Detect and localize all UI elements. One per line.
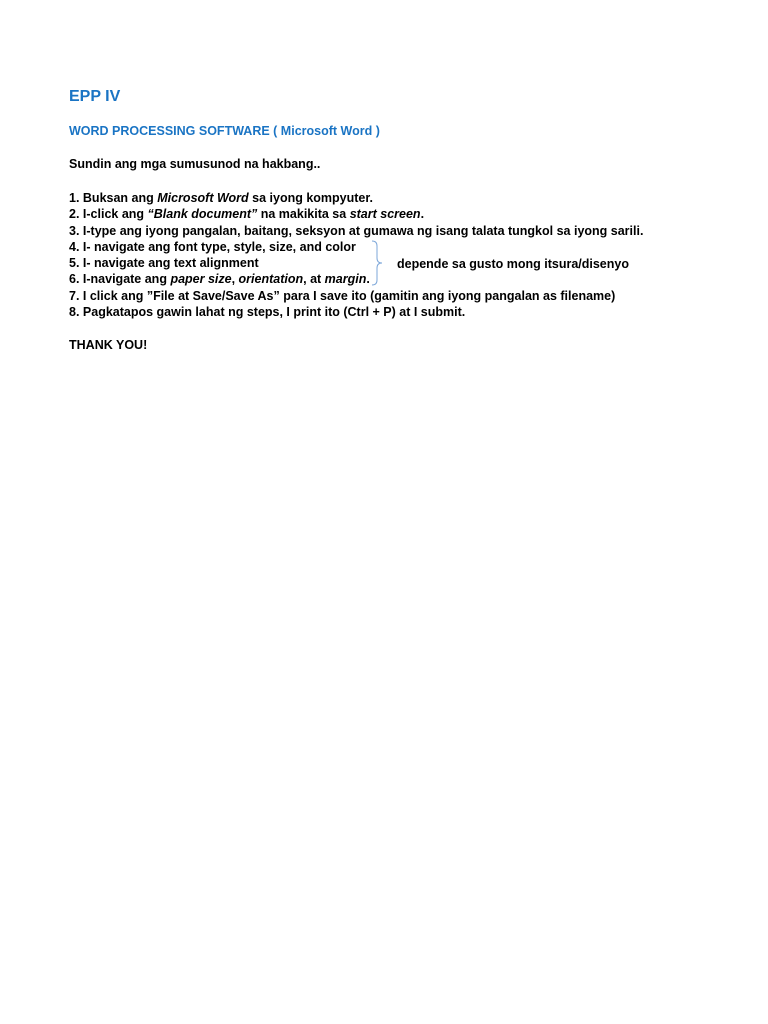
step-text: I- navigate ang font type, style, size, and color <box>82 239 356 254</box>
step-emphasis: orientation <box>238 272 304 287</box>
step-number: 7. <box>69 288 83 303</box>
step-emphasis: Microsoft Word <box>157 191 249 205</box>
step-emphasis: “Blank document” <box>147 207 258 222</box>
page-subtitle: WORD PROCESSING SOFTWARE ( Microsoft Word ) <box>69 124 380 138</box>
step-text: I-click ang <box>82 207 148 222</box>
step-text: , at <box>303 272 325 287</box>
step-emphasis: margin <box>324 272 367 287</box>
step-text: Pagkatapos gawin lahat ng steps, I print ito (Ctrl + P) at I submit. <box>82 305 466 320</box>
step-text: I-navigate ang <box>82 272 171 287</box>
step-number: 3. <box>69 223 83 238</box>
step-text: I click ang ”File at Save/Save As” para I save ito (gamitin ang iyong pangalan as filename) <box>82 288 616 303</box>
step-text: , <box>231 272 239 287</box>
step-item <box>69 288 643 304</box>
step-text: Buksan ang <box>82 191 158 205</box>
step-text: I- navigate ang text alignment <box>82 256 259 271</box>
step-item <box>69 271 643 287</box>
step-emphasis: paper size <box>170 272 232 287</box>
brace-note: depende sa gusto mong itsura/disenyo <box>397 257 629 271</box>
step-text: sa iyong kompyuter. <box>248 191 374 205</box>
step-text: . <box>420 207 425 222</box>
step-text: na makikita sa <box>257 207 350 222</box>
step-number: 6. <box>69 272 83 287</box>
step-number: 5. <box>69 256 83 271</box>
intro-text: Sundin ang mga sumusunod na hakbang.. <box>69 157 321 171</box>
step-item <box>69 223 643 239</box>
step-item <box>69 190 643 206</box>
closing-text: THANK YOU! <box>69 338 148 352</box>
curly-brace-icon <box>370 240 390 286</box>
step-item <box>69 304 643 320</box>
step-item <box>69 239 643 255</box>
step-number: 2. <box>69 207 83 222</box>
step-number: 4. <box>69 239 83 254</box>
step-number: 1. <box>69 191 83 205</box>
step-emphasis: start screen <box>349 207 421 222</box>
step-text: I-type ang iyong pangalan, baitang, seksyon at gumawa ng isang talata tungkol sa iyong sarili. <box>82 223 644 238</box>
step-number: 8. <box>69 305 83 320</box>
step-text: . <box>366 272 370 287</box>
step-item <box>69 206 643 222</box>
page-title: EPP IV <box>69 88 121 105</box>
